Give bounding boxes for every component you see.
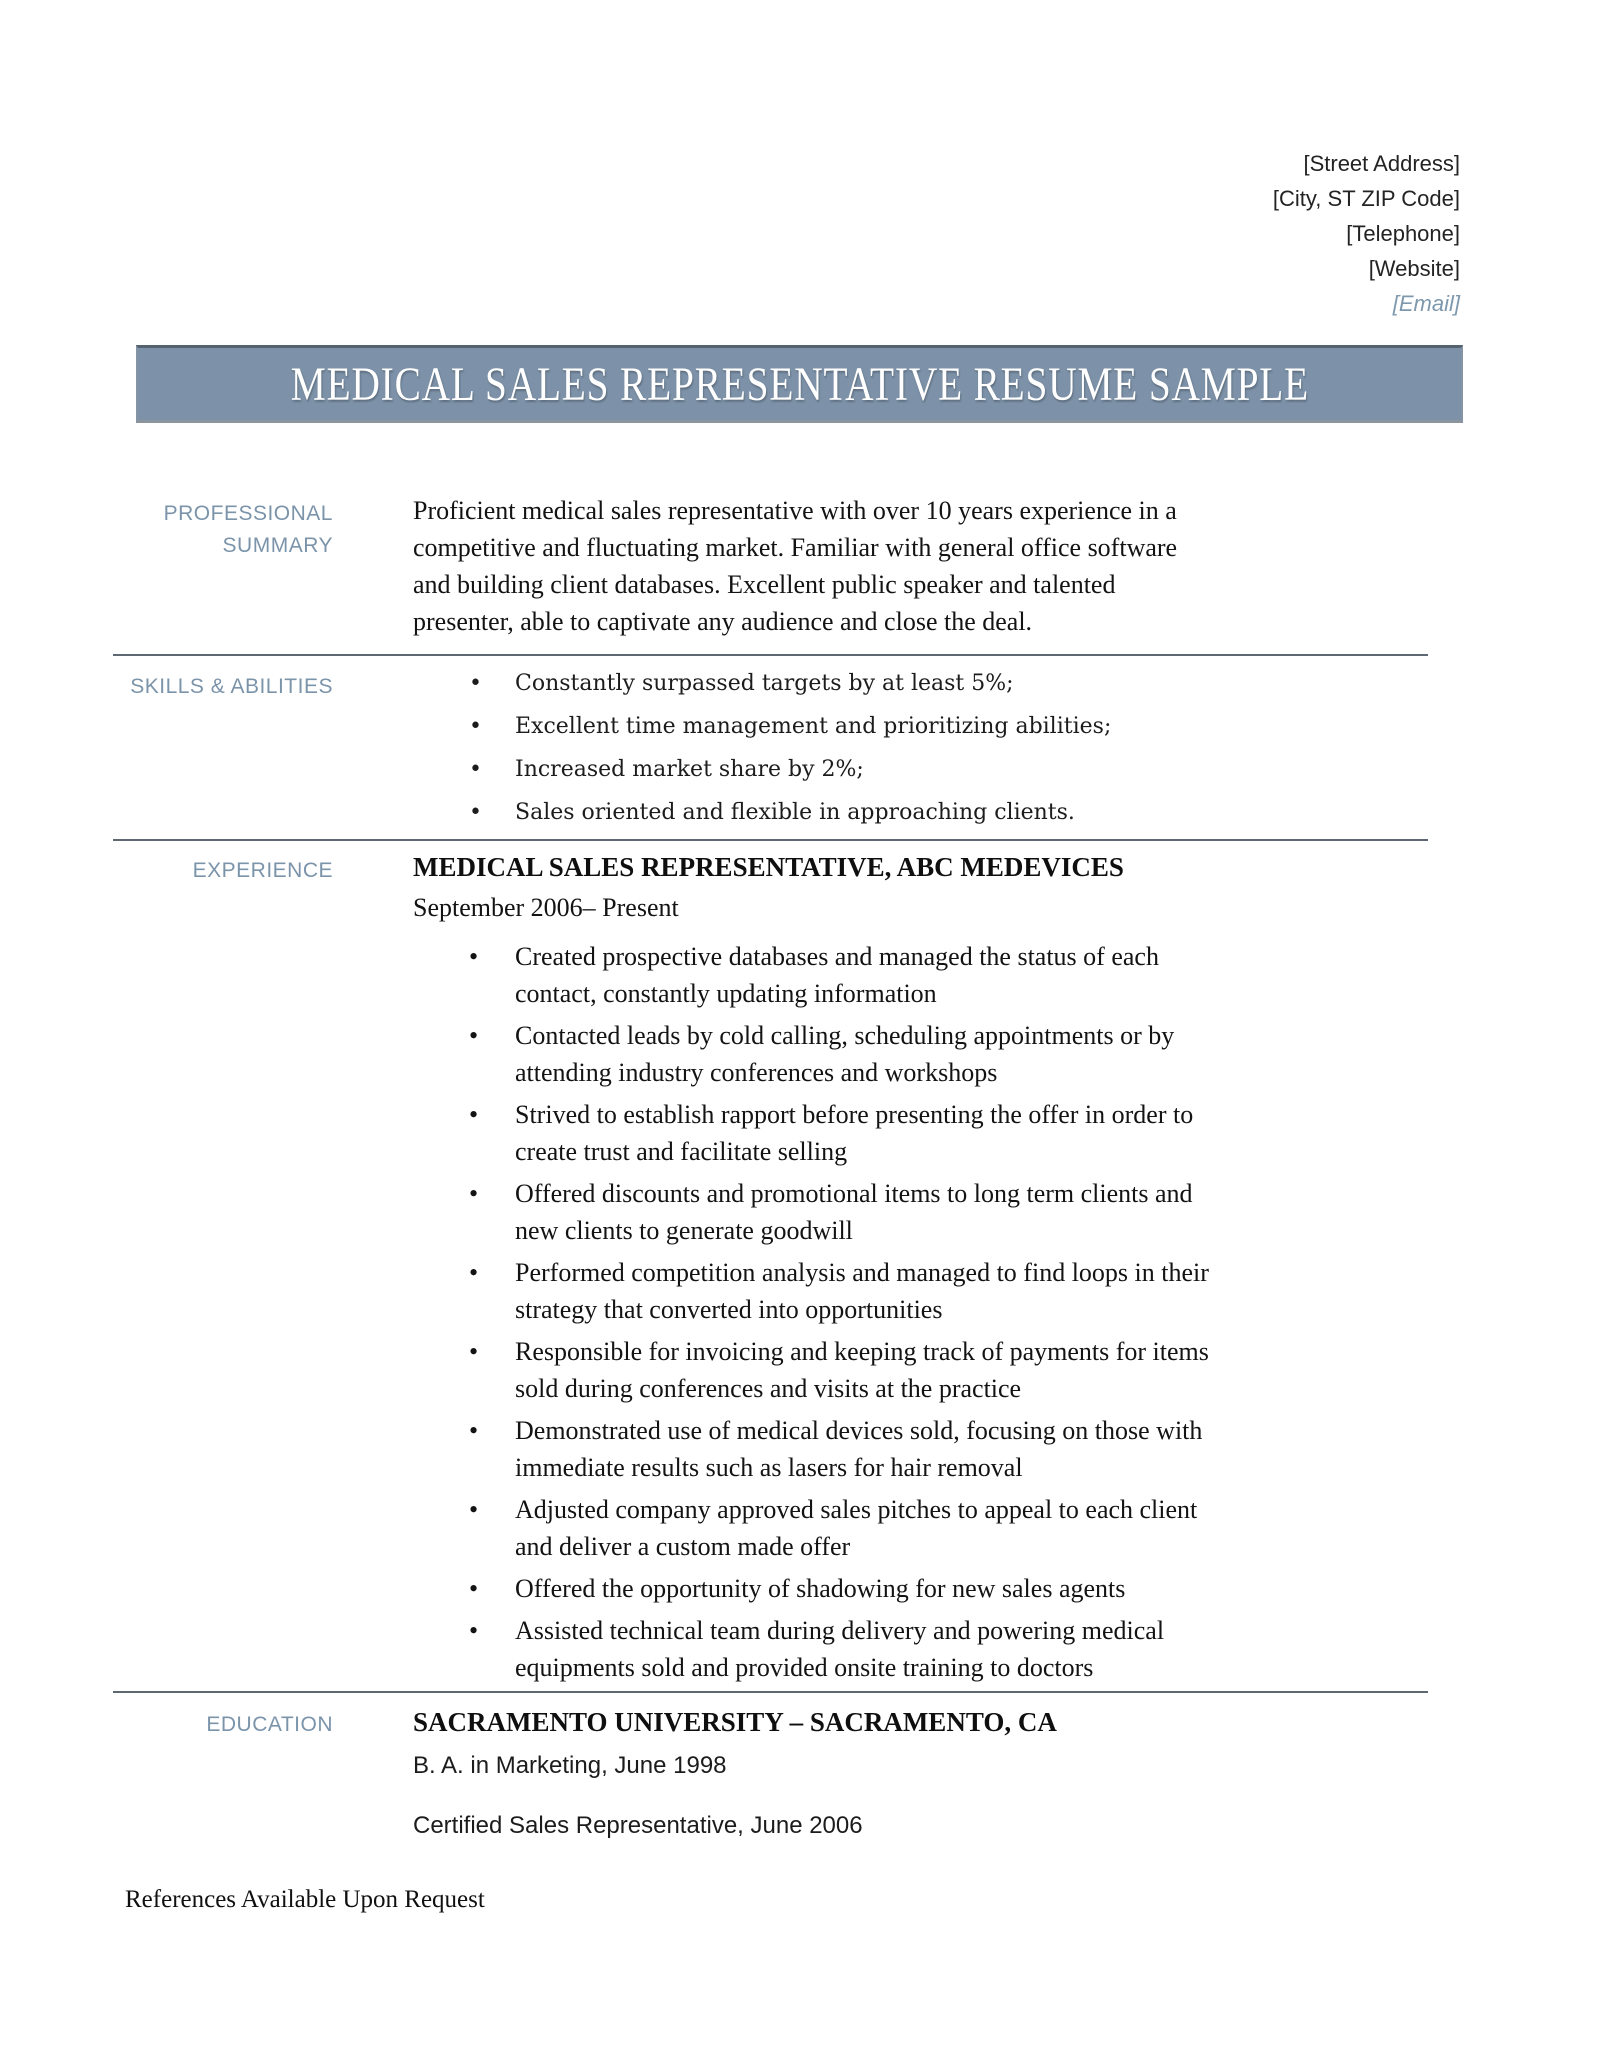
contact-email: [Email]: [1392, 291, 1460, 316]
experience-list-item: • Offered discounts and promotional items to long term clients and new clients to generate goodwill: [413, 1175, 1227, 1249]
section-label-education: EDUCATION: [206, 1713, 333, 1736]
resume-body: [113, 492, 1428, 1853]
skills-list: [413, 665, 1111, 831]
experience-list-item: • Offered the opportunity of shadowing for new sales agents: [413, 1570, 1227, 1607]
education-content: [413, 1703, 1057, 1843]
job-dates: September 2006– Present: [413, 893, 679, 922]
education-school: SACRAMENTO UNIVERSITY – SACRAMENTO, CA: [413, 1707, 1057, 1737]
professional-summary-content: [413, 492, 1213, 640]
experience-list-item: • Contacted leads by cold calling, scheduling appointments or by attending industry conferences and workshops: [413, 1017, 1227, 1091]
job-title: MEDICAL SALES REPRESENTATIVE, ABC MEDEVICES: [413, 852, 1124, 882]
experience-list-item: • Demonstrated use of medical devices sold, focusing on those with immediate results such as lasers for hair removal: [413, 1412, 1227, 1486]
experience-content: [413, 849, 1227, 1691]
skill-list-item: • Increased market share by 2%;: [413, 751, 1111, 788]
skill-list-item: • Sales oriented and flexible in approaching clients.: [413, 794, 1111, 831]
experience-list-item: • Assisted technical team during delivery and powering medical equipments sold and provided onsite training to doctors: [413, 1612, 1227, 1686]
contact-city-state-zip: [City, ST ZIP Code]: [1272, 186, 1460, 211]
section-experience: [113, 841, 1428, 1691]
experience-list-item: • Adjusted company approved sales pitches to appeal to each client and deliver a custom made offer: [413, 1491, 1227, 1565]
experience-list: [413, 938, 1227, 1686]
section-label-professional-summary: PROFESSIONAL SUMMARY: [163, 502, 333, 557]
title-banner: [136, 345, 1463, 423]
experience-list-item: • Responsible for invoicing and keeping track of payments for items sold during conferences and visits at the practice: [413, 1333, 1227, 1407]
page-title: MEDICAL SALES REPRESENTATIVE RESUME SAMPLE: [290, 357, 1309, 411]
section-label-skills-abilities: SKILLS & ABILITIES: [130, 675, 333, 698]
contact-block: [1273, 146, 1460, 321]
section-professional-summary: [113, 492, 1428, 654]
education-degree: B. A. in Marketing, June 1998: [413, 1752, 727, 1779]
skill-list-item: • Constantly surpassed targets by at least 5%;: [413, 665, 1111, 702]
skills-content: [413, 665, 1111, 837]
contact-website: [Website]: [1368, 256, 1460, 281]
skill-list-item: • Excellent time management and prioritizing abilities;: [413, 708, 1111, 745]
experience-list-item: • Strived to establish rapport before presenting the offer in order to create trust and facilitate selling: [413, 1096, 1227, 1170]
contact-street-address: [Street Address]: [1303, 151, 1460, 176]
section-label-experience: EXPERIENCE: [192, 859, 333, 882]
references-note: References Available Upon Request: [125, 1886, 485, 1913]
section-skills-abilities: [113, 656, 1428, 839]
experience-list-item: • Performed competition analysis and managed to find loops in their strategy that converted into opportunities: [413, 1254, 1227, 1328]
education-certification: Certified Sales Representative, June 2006: [413, 1812, 863, 1839]
professional-summary-text: Proficient medical sales representative with over 10 years experience in a competitive and fluctuating market. Familiar with general office software and building client databases. Excellent public speaker and talented presenter, able to captivate any audience and close the deal.: [413, 496, 1178, 636]
contact-telephone: [Telephone]: [1346, 221, 1460, 246]
experience-list-item: • Created prospective databases and managed the status of each contact, constantly updating information: [413, 938, 1227, 1012]
section-education: [113, 1693, 1428, 1853]
